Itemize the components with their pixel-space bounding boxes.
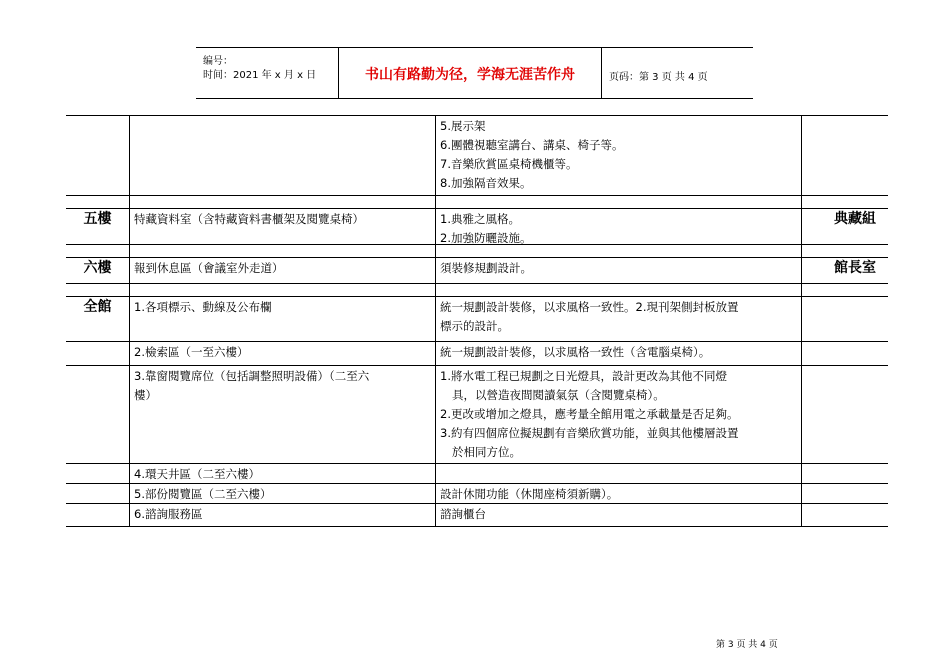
- spec-text: 設計休閒功能（休閒座椅須新購）。: [440, 487, 619, 501]
- table-row: [66, 484, 888, 504]
- spec-text: 諮詢櫃台: [440, 507, 486, 521]
- item-cell: [130, 284, 436, 296]
- item-text: 5.部份閱覽區（二至六樓）: [134, 487, 272, 501]
- dept-cell: [802, 297, 888, 341]
- floor-cell: [66, 196, 130, 208]
- table-row: [66, 342, 888, 366]
- table-row: [66, 116, 888, 196]
- dept-cell: [802, 366, 888, 463]
- header-page-cell: [602, 48, 753, 98]
- spec-text: 1.將水電工程已規劃之日光燈具，設計更改為其他不同燈: [440, 369, 727, 383]
- spec-cell: [436, 245, 802, 257]
- floor-cell: [66, 464, 130, 483]
- header-meta-cell: [196, 48, 339, 98]
- spec-cell: [436, 209, 802, 244]
- dept-cell: [802, 245, 888, 257]
- item-text: 1.各項標示、動線及公布欄: [134, 300, 272, 314]
- item-cell: [130, 342, 436, 365]
- item-cell: [130, 209, 436, 244]
- item-text: 2.檢索區（一至六樓）: [134, 345, 249, 359]
- floor-cell: [66, 366, 130, 463]
- spec-text: 8.加強隔音效果。: [440, 176, 532, 190]
- header-motto-cell: [339, 48, 602, 98]
- floor-cell: [66, 116, 130, 195]
- floor-cell: [66, 484, 130, 503]
- renovation-table: [66, 115, 888, 527]
- table-row: [66, 464, 888, 484]
- floor-cell: [66, 342, 130, 365]
- dept-cell: [802, 209, 888, 244]
- item-cell: [130, 116, 436, 195]
- dept-cell: [802, 342, 888, 365]
- time-label: 时间：2021 年 x 月 x 日: [203, 70, 317, 81]
- spec-text: 具，以營造夜間閱讀氣氛（含閱覽桌椅）。: [452, 388, 665, 402]
- table-row: [66, 504, 888, 526]
- item-text: 6.諮詢服務區: [134, 507, 203, 521]
- motto-text: 书山有路勤为径，学海无涯苦作舟: [365, 67, 575, 83]
- spec-cell: [436, 258, 802, 283]
- spec-text: 須裝修規劃設計。: [440, 261, 532, 275]
- floor-cell: [66, 209, 130, 244]
- spec-cell: [436, 116, 802, 195]
- spec-cell: [436, 366, 802, 463]
- item-cell: [130, 366, 436, 463]
- spec-text: 7.音樂欣賞區桌椅機櫃等。: [440, 157, 578, 171]
- spec-text: 統一規劃設計裝修，以求風格一致性。2.現刊架側封板放置: [440, 300, 739, 314]
- item-cell: [130, 504, 436, 526]
- item-text: 報到休息區（會議室外走道）: [134, 261, 284, 275]
- floor-label: 六樓: [83, 260, 112, 276]
- dept-label: 館長室: [834, 260, 876, 276]
- floor-label: 全館: [83, 299, 112, 315]
- spec-cell: [436, 297, 802, 341]
- dept-cell: [802, 196, 888, 208]
- item-cell: [130, 484, 436, 503]
- dept-cell: [802, 464, 888, 483]
- item-cell: [130, 297, 436, 341]
- floor-cell: [66, 258, 130, 283]
- spec-cell: [436, 484, 802, 503]
- spec-cell: [436, 196, 802, 208]
- spec-cell: [436, 464, 802, 483]
- dept-label: 典藏組: [834, 211, 876, 227]
- spec-text: 6.團體視聽室講台、講桌、椅子等。: [440, 138, 624, 152]
- floor-label: 五樓: [83, 211, 112, 227]
- item-text: 4.環天井區（二至六樓）: [134, 467, 260, 481]
- spec-text: 3.約有四個席位擬規劃有音樂欣賞功能，並與其他樓層設置: [440, 426, 739, 440]
- spec-text: 1.典雅之風格。: [440, 212, 520, 226]
- table-row: [66, 366, 888, 464]
- table-row: [66, 209, 888, 245]
- floor-cell: [66, 284, 130, 296]
- document-header: [196, 47, 753, 99]
- table-row: [66, 284, 888, 297]
- page-label: 页码：第 3 页 共 4 页: [609, 72, 708, 83]
- spec-cell: [436, 284, 802, 296]
- item-cell: [130, 196, 436, 208]
- spec-text: 於相同方位。: [452, 445, 521, 459]
- dept-cell: [802, 116, 888, 195]
- item-cell: [130, 245, 436, 257]
- dept-cell: [802, 504, 888, 526]
- table-row: [66, 258, 888, 284]
- dept-cell: [802, 284, 888, 296]
- table-row: [66, 245, 888, 258]
- spec-cell: [436, 504, 802, 526]
- table-row: [66, 196, 888, 209]
- spec-text: 2.更改或增加之燈具，應考量全館用電之承載量是否足夠。: [440, 407, 739, 421]
- floor-cell: [66, 504, 130, 526]
- floor-cell: [66, 245, 130, 257]
- dept-cell: [802, 258, 888, 283]
- table-row: [66, 297, 888, 342]
- number-label: 编号：: [203, 56, 233, 67]
- spec-text: 標示的設計。: [440, 319, 509, 333]
- item-text: 特藏資料室（含特藏資料書櫃架及閱覽桌椅）: [134, 212, 364, 226]
- item-cell: [130, 464, 436, 483]
- spec-cell: [436, 342, 802, 365]
- item-text: 3.靠窗閱覽席位（包括調整照明設備）（二至六: [134, 369, 370, 383]
- item-cell: [130, 258, 436, 283]
- dept-cell: [802, 484, 888, 503]
- spec-text: 5.展示架: [440, 119, 486, 133]
- spec-text: 統一規劃設計裝修，以求風格一致性（含電腦桌椅）。: [440, 345, 711, 359]
- page-footer: 第 3 页 共 4 页: [716, 640, 778, 650]
- floor-cell: [66, 297, 130, 341]
- item-text: 樓）: [134, 388, 157, 402]
- spec-text: 2.加強防曬設施。: [440, 231, 532, 244]
